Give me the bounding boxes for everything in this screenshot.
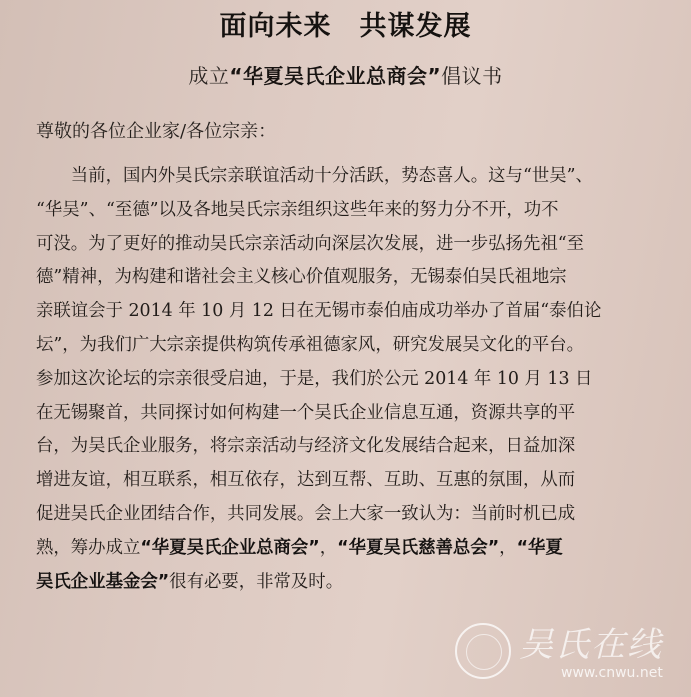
seal-icon (455, 623, 511, 679)
line13-text-b: 很有必要，非常及时。 (169, 571, 344, 592)
body-line: 坛”，为我们广大宗亲提供构筑传承祖德家风，研究发展吴文化的平台。 (36, 334, 585, 355)
body-line: “华吴”、“至德”以及各地吴氏宗亲组织这些年来的努力分不开，功不 (36, 199, 559, 220)
body-line: 增进友谊，相互联系，相互依存，达到互帮、互助、互惠的氛围，从而 (36, 470, 576, 491)
org-name-fund-start: “华夏 (516, 537, 563, 558)
document-subtitle (0, 60, 691, 89)
line12-text-e: ， (499, 537, 517, 558)
subtitle-suffix: 倡议书 (441, 64, 503, 88)
body-paragraph (36, 160, 668, 599)
title-part-1: 面向未来 (219, 11, 332, 42)
org-name-charity: “华夏吴氏慈善总会” (337, 537, 500, 558)
document-title (0, 4, 691, 43)
salutation: 尊敬的各位企业家/各位宗亲： (36, 121, 277, 142)
body-line: 可没。为了更好的推动吴氏宗亲活动向深层次发展，进一步弘扬先祖“至 (36, 233, 585, 254)
title-part-2: 共谋发展 (359, 11, 472, 42)
body-line: 德”精神，为构建和谐社会主义核心价值观服务，无锡泰伯吴氏祖地宗 (36, 267, 567, 288)
body-line-13 (36, 566, 668, 600)
line12-text-c: ， (319, 537, 338, 558)
body-line: 亲联谊会于 2014 年 10 月 12 日在无锡市泰伯庙成功举办了首届“泰伯论 (36, 301, 602, 322)
body-line: 促进吴氏企业团结合作，共同发展。会上大家一致认为：当前时机已成 (36, 503, 576, 524)
body-line: 台，为吴氏企业服务，将宗亲活动与经济文化发展结合起来，日益加深 (36, 436, 576, 457)
line12-text-a: 熟，筹办成立 (36, 537, 141, 558)
org-name-chamber: “华夏吴氏企业总商会” (140, 537, 320, 558)
body-line: 当前，国内外吴氏宗亲联谊活动十分活跃，势态喜人。这与“世吴”、 (36, 166, 593, 186)
watermark (455, 615, 685, 693)
body-line-12 (36, 532, 668, 566)
subtitle-org-name: “华夏吴氏企业总商会” (229, 64, 442, 88)
subtitle-prefix: 成立 (188, 64, 230, 88)
org-name-fund-end: 吴氏企业基金会” (36, 571, 170, 592)
body-line: 在无锡聚首，共同探讨如何构建一个吴氏企业信息互通，资源共享的平 (36, 402, 576, 423)
watermark-name: 吴氏在线 (519, 625, 663, 665)
watermark-url: www.cnwu.net (561, 665, 663, 681)
body-line: 参加这次论坛的宗亲很受启迪，于是，我们於公元 2014 年 10 月 13 日 (36, 368, 593, 389)
